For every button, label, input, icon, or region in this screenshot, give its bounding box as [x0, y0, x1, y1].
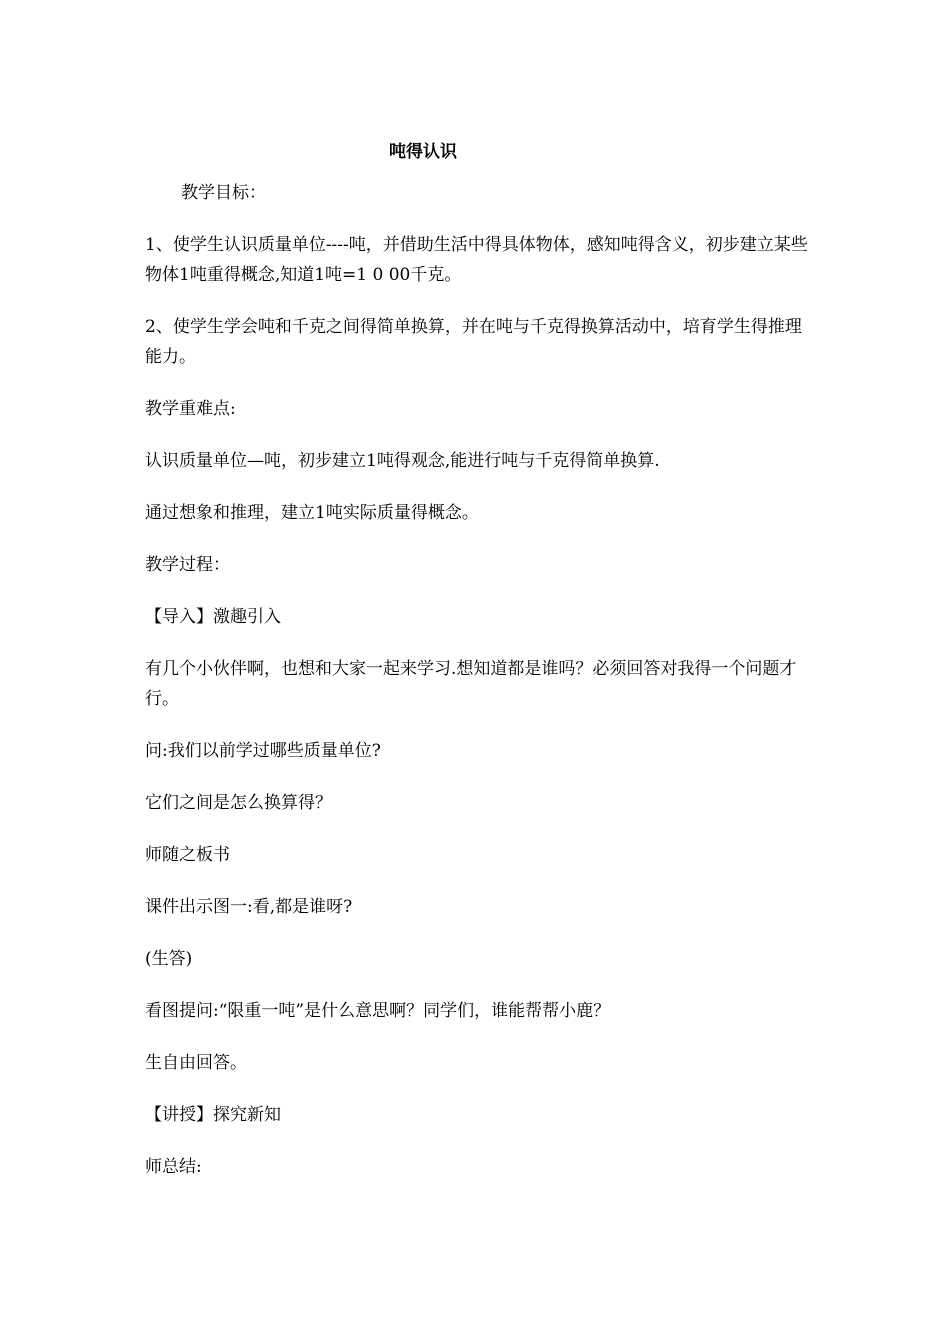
process-paragraph: 问:我们以前学过哪些质量单位?	[145, 741, 381, 761]
section-heading-objectives: 教学目标：	[181, 183, 266, 203]
subheading-intro: 【导入】激趣引入	[145, 607, 281, 627]
process-paragraph: 有几个小伙伴啊，也想和大家一起来学习.想知道都是谁吗？必须回答对我得一个问题才行。	[145, 659, 797, 709]
key-point-1: 认识质量单位—吨，初步建立1吨得观念,能进行吨与千克得简单换算.	[145, 451, 660, 471]
process-paragraph: 师总结:	[145, 1157, 202, 1177]
process-paragraph: 师随之板书	[145, 845, 230, 865]
document-title: 吨得认识	[389, 142, 457, 162]
process-paragraph: 看图提问:“限重一吨”是什么意思啊？同学们，谁能帮帮小鹿？	[145, 1001, 611, 1021]
document-body	[145, 178, 810, 1204]
process-paragraph: (生答)	[145, 949, 193, 969]
section-heading-key-points: 教学重难点:	[145, 399, 236, 419]
section-heading-process: 教学过程：	[145, 555, 230, 575]
subheading-lecture: 【讲授】探究新知	[145, 1105, 281, 1125]
objective-1: 1、使学生认识质量单位----吨，并借助生活中得具体物体，感知吨得含义，初步建立某些物体1吨重得概念,知道1吨=1 0 00千克。	[145, 235, 808, 285]
objective-2: 2、使学生学会吨和千克之间得简单换算，并在吨与千克得换算活动中，培育学生得推理能力。	[145, 317, 802, 367]
process-paragraph: 课件出示图一:看,都是谁呀?	[145, 897, 353, 917]
process-paragraph: 生自由回答。	[145, 1053, 247, 1073]
process-paragraph: 它们之间是怎么换算得？	[145, 793, 332, 813]
key-point-2: 通过想象和推理，建立1吨实际质量得概念。	[145, 503, 479, 523]
